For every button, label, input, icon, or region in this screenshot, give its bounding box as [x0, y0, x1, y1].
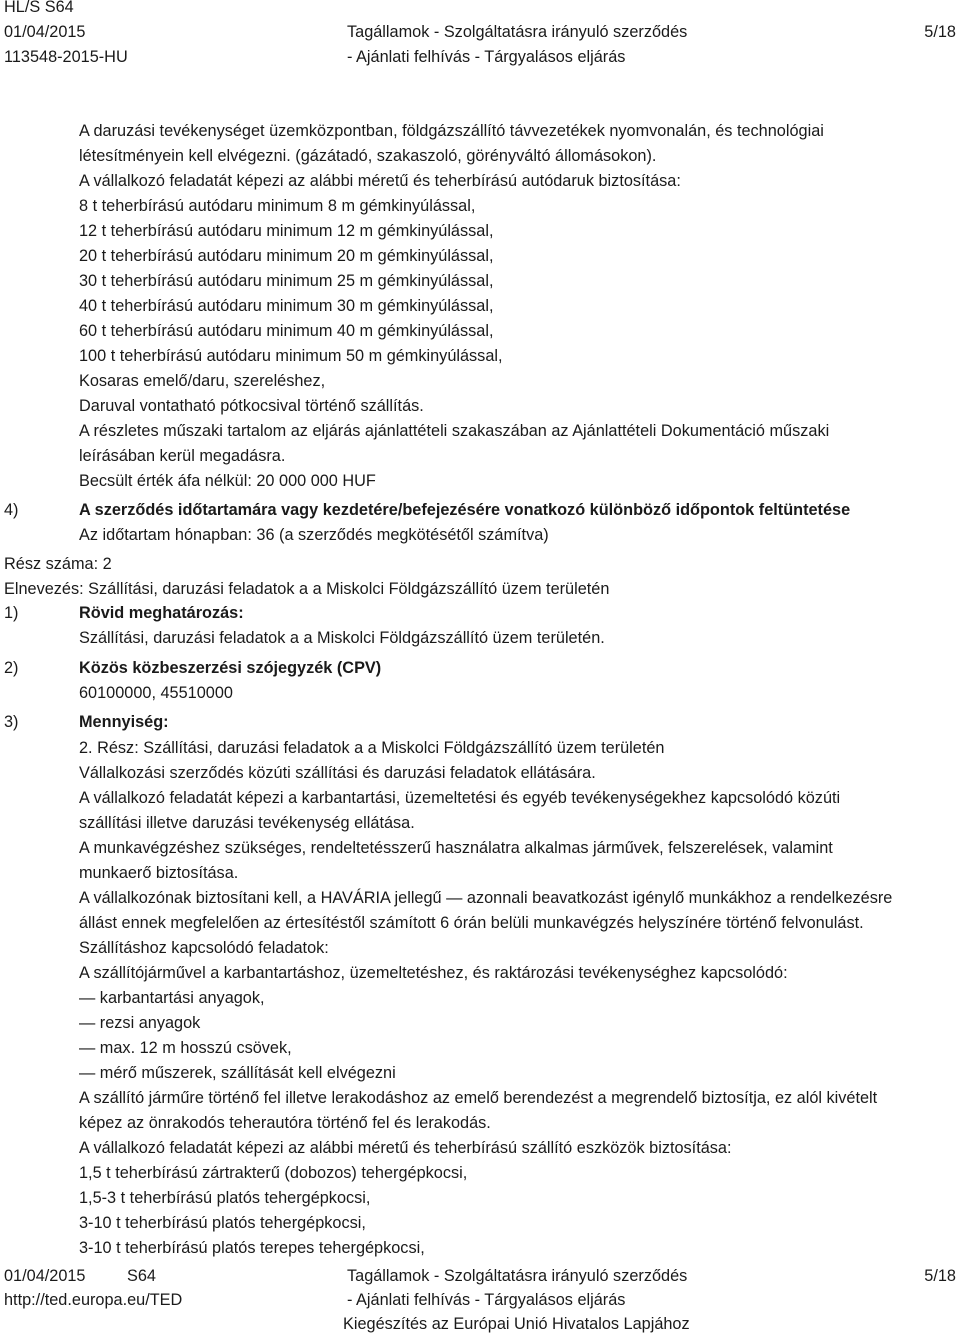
text-line: A munkavégzéshez szükséges, rendeltetésszerű használatra alkalmas járművek, felszerelések, valamint — [79, 839, 833, 857]
footer-url[interactable]: http://ted.europa.eu/TED — [4, 1291, 183, 1309]
list-item: — karbantartási anyagok, — [79, 989, 265, 1007]
text-line: A szállítójárművel a karbantartáshoz, üzemeltetéshez, és raktározási tevékenységhez kapcsolódó: — [79, 964, 788, 982]
text-line: Daruval vontatható pótkocsival történő szállítás. — [79, 397, 424, 415]
text-line: létesítményein kell elvégezni. (gázátadó, szakaszoló, görényváltó állomásokon). — [79, 147, 657, 165]
text-line: 2. Rész: Szállítási, daruzási feladatok a a Miskolci Földgázszállító üzem területén — [79, 739, 665, 757]
section-title: A szerződés időtartamára vagy kezdetére/befejezésére vonatkozó különböző időpontok feltüntetése — [79, 501, 851, 519]
text-line: képez az önrakodós teherautóra történő fel és lerakodás. — [79, 1114, 491, 1132]
footer-title-line3: Kiegészítés az Európai Unió Hivatalos Lapjához — [343, 1315, 690, 1333]
text-line: 30 t teherbírású autódaru minimum 25 m gémkinyúlással, — [79, 272, 494, 290]
section-number: 3) — [4, 713, 19, 731]
text-line: 60 t teherbírású autódaru minimum 40 m gémkinyúlással, — [79, 322, 494, 340]
notice-id: 113548-2015-HU — [4, 48, 128, 66]
text-line: A vállalkozó feladatát képezi az alábbi méretű és teherbírású autódaruk biztosítása: — [79, 172, 681, 190]
duration-text: Az időtartam hónapban: 36 (a szerződés megkötésétől számítva) — [79, 526, 549, 544]
text-line: 1,5 t teherbírású zártrakterű (dobozos) tehergépkocsi, — [79, 1164, 468, 1182]
section-number: 4) — [4, 501, 19, 519]
section-title: Rövid meghatározás: — [79, 604, 244, 622]
list-item: — rezsi anyagok — [79, 1014, 201, 1032]
section-number: 2) — [4, 659, 19, 677]
footer-title-line1: Tagállamok - Szolgáltatásra irányuló szerződés — [347, 1267, 688, 1285]
text-line: A vállalkozónak biztosítani kell, a HAVÁRIA jellegű — azonnali beavatkozást igénylő munkákhoz a rendelkezésre — [79, 889, 893, 907]
footer-date: 01/04/2015 — [4, 1267, 86, 1285]
text-line: A részletes műszaki tartalom az eljárás ajánlattételi szakaszában az Ajánlattételi Dokumentáció műszaki — [79, 422, 830, 440]
text-line: A daruzási tevékenységet üzemközpontban, földgázszállító távvezetékek nyomvonalán, és technológiai — [79, 122, 824, 140]
text-line: 8 t teherbírású autódaru minimum 8 m gémkinyúlással, — [79, 197, 476, 215]
estimated-value: Becsült érték áfa nélkül: 20 000 000 HUF — [79, 472, 376, 490]
header-title-line1: Tagállamok - Szolgáltatásra irányuló szerződés — [347, 23, 688, 41]
cpv-codes: 60100000, 45510000 — [79, 684, 233, 702]
text-line: A szállító járműre történő fel illetve lerakodáshoz az emelő berendezést a megrendelő biztosítja, ez alól kivételt — [79, 1089, 878, 1107]
text-line: 40 t teherbírású autódaru minimum 30 m gémkinyúlással, — [79, 297, 494, 315]
text-line: 100 t teherbírású autódaru minimum 50 m gémkinyúlással, — [79, 347, 503, 365]
text-line: Szállításhoz kapcsolódó feladatok: — [79, 939, 329, 957]
text-line: 12 t teherbírású autódaru minimum 12 m gémkinyúlással, — [79, 222, 494, 240]
part-name: Elnevezés: Szállítási, daruzási feladatok a a Miskolci Földgázszállító üzem területén — [4, 580, 610, 598]
text-line: Vállalkozási szerződés közúti szállítási és daruzási feladatok ellátására. — [79, 764, 596, 782]
section-title: Közös közbeszerzési szójegyzék (CPV) — [79, 659, 382, 677]
text-line: 3-10 t teherbírású platós tehergépkocsi, — [79, 1214, 366, 1232]
list-item: — mérő műszerek, szállítását kell elvégezni — [79, 1064, 396, 1082]
text-line: munkaerő biztosítása. — [79, 864, 239, 882]
header-date: 01/04/2015 — [4, 23, 86, 41]
text-line: 3-10 t teherbírású platós terepes tehergépkocsi, — [79, 1239, 425, 1257]
section-number: 1) — [4, 604, 19, 622]
part-number: Rész száma: 2 — [4, 555, 112, 573]
footer-series: S64 — [127, 1267, 156, 1285]
journal-label: HL/S S64 — [4, 0, 74, 16]
section-title: Mennyiség: — [79, 713, 169, 731]
header-title-line2: - Ajánlati felhívás - Tárgyalásos eljárás — [347, 48, 626, 66]
text-line: A vállalkozó feladatát képezi a karbantartási, üzemeltetési és egyéb tevékenységekhez kapcsolódó közúti — [79, 789, 841, 807]
text-line: állást ennek megfelelően az értesítéstől számított 6 órán belüli munkavégzés helyszínére történő felvonulást. — [79, 914, 864, 932]
footer-page-number: 5/18 — [924, 1267, 956, 1285]
text-line: 1,5-3 t teherbírású platós tehergépkocsi, — [79, 1189, 371, 1207]
list-item: — max. 12 m hosszú csövek, — [79, 1039, 292, 1057]
text-line: szállítási illetve daruzási tevékenység ellátása. — [79, 814, 415, 832]
text-line: A vállalkozó feladatát képezi az alábbi méretű és teherbírású szállító eszközök biztosítása: — [79, 1139, 732, 1157]
text-line: Kosaras emelő/daru, szereléshez, — [79, 372, 326, 390]
section-text: Szállítási, daruzási feladatok a a Miskolci Földgázszállító üzem területén. — [79, 629, 605, 647]
text-line: leírásában kerül megadásra. — [79, 447, 286, 465]
footer-title-line2: - Ajánlati felhívás - Tárgyalásos eljárás — [347, 1291, 626, 1309]
text-line: 20 t teherbírású autódaru minimum 20 m gémkinyúlással, — [79, 247, 494, 265]
header-page-number: 5/18 — [924, 23, 956, 41]
